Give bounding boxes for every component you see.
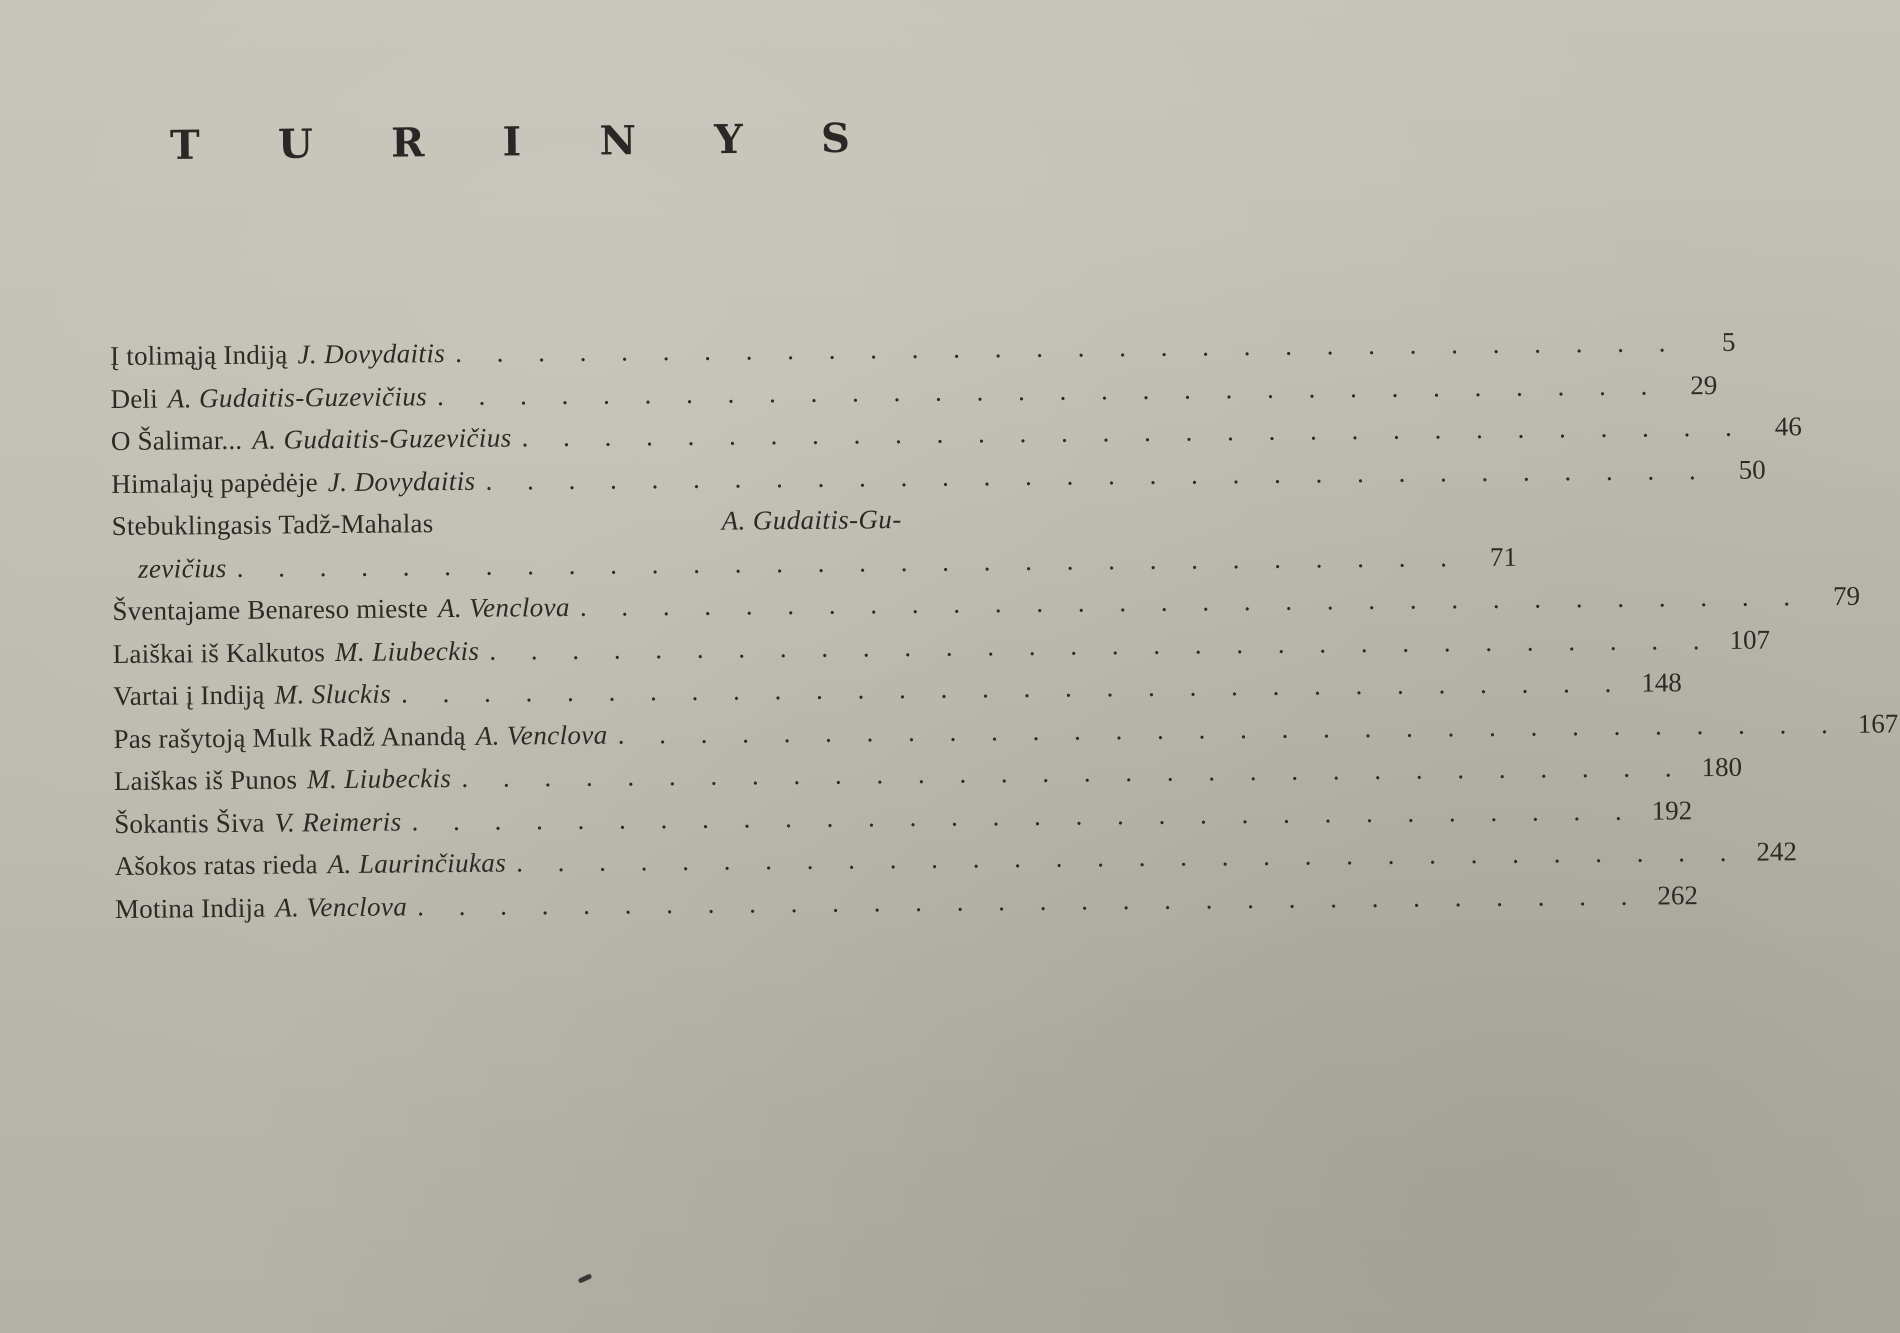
toc-entry-page: 262 <box>1657 879 1699 911</box>
toc-entry-author: M. Liubeckis <box>306 763 452 795</box>
toc-entry <box>114 794 1693 845</box>
leader-dots: . . . . . . . . . . . . . . . . . . . . . . . . . . . . . . <box>461 752 1686 793</box>
toc-entry-page: 29 <box>1690 369 1718 400</box>
toc-entry-title: Laiškas iš Punos <box>113 764 298 796</box>
toc-entry-page: 46 <box>1774 411 1802 442</box>
leader-dots: . . . . . . . . . . . . . . . . . . . . . . . . . . . . . . <box>516 836 1741 878</box>
toc-entry-page: 242 <box>1756 836 1797 867</box>
leader-dots: . . . . . . . . . . . . . . . . . . . . . . . . . . . . . . <box>489 624 1714 666</box>
leader-dots: . . . . . . . . . . . . . . . . . . . . . . . . . . . . . . <box>579 581 1805 622</box>
heading-letter: Y <box>714 116 744 164</box>
toc-entry-page: 167 <box>1857 707 1899 739</box>
ink-speck <box>578 1273 593 1283</box>
toc-entry-page: 50 <box>1738 454 1766 485</box>
toc-entry-text <box>138 546 227 589</box>
toc-entry-text <box>111 417 512 463</box>
leader-dots: . . . . . . . . . . . . . . . . . . . . . . . . . . . . . . <box>485 454 1710 496</box>
toc-entry-author: zevičius <box>137 552 227 584</box>
toc-entry <box>111 454 1766 505</box>
heading-letter: N <box>599 117 637 165</box>
toc-entry-page: 180 <box>1701 751 1743 783</box>
toc-entry-title: O Šalimar... <box>110 424 243 456</box>
toc-entry-title: Vartai į Indiją <box>113 679 265 711</box>
toc-entry-page: 71 <box>1489 541 1518 572</box>
toc-entry <box>111 498 901 547</box>
toc-entry <box>110 326 1736 377</box>
toc-entry-title: Šventajame Benareso mieste <box>112 593 429 626</box>
toc-entry-author: J. Dovydaitis <box>327 465 476 497</box>
toc-entry-author: V. Reimeris <box>274 805 402 838</box>
toc-entry <box>112 580 1861 632</box>
toc-entry-text <box>110 332 445 377</box>
toc-entry-page: 148 <box>1641 667 1682 698</box>
toc-entry-title: Laiškai iš Kalkutos <box>112 636 326 669</box>
leader-dots: . . . . . . . . . . . . . . . . . . . . . . . . . . . . . . <box>400 667 1626 709</box>
toc-entry-text <box>113 713 607 760</box>
toc-entry <box>113 667 1682 717</box>
toc-entry-author: A. Venclova <box>275 890 408 923</box>
toc-entry-text <box>111 459 476 505</box>
toc-entry-author: A. Venclova <box>475 719 608 751</box>
heading-letter: R <box>390 119 425 167</box>
leader-dots: . . . . . . . . . . . . . . . . . . . . . . . . . . . . . . <box>236 541 1462 583</box>
toc-entry-author: A. Gudaitis-Gu- <box>721 504 902 536</box>
leader-dots: . . . . . . . . . . . . . . . . . . . . . . . . . . . . . . <box>417 880 1642 921</box>
toc-entry-text <box>113 673 391 718</box>
toc-entry-page: 5 <box>1721 326 1736 357</box>
toc-entry-title: Ašokos ratas rieda <box>114 849 318 881</box>
toc-entry-text <box>114 757 452 802</box>
toc-entry-text <box>111 498 901 547</box>
toc-entry-author: M. Sluckis <box>274 678 392 710</box>
toc-entry-author: A. Laurinčiukas <box>327 847 507 880</box>
toc-entry-author: A. Venclova <box>437 591 570 624</box>
toc-entry-page: 107 <box>1729 624 1771 655</box>
toc-entry-author: M. Liubeckis <box>334 635 480 667</box>
leader-dots: . . . . . . . . . . . . . . . . . . . . . . . . . . . . . . <box>617 708 1842 750</box>
leader-dots: . . . . . . . . . . . . . . . . . . . . . . . . . . . . . . <box>521 411 1746 453</box>
toc-entry <box>113 707 1899 760</box>
toc-entry-title: Į tolimąją Indiją <box>110 339 288 371</box>
table-of-contents <box>110 326 1899 930</box>
toc-entry-title: Šokantis Šiva <box>114 807 265 839</box>
toc-entry-text <box>114 842 506 888</box>
toc-entry-title: Motina Indija <box>114 892 266 924</box>
leader-dots: . . . . . . . . . . . . . . . . . . . . . . . . . . . . . . <box>411 795 1636 836</box>
toc-entry-title: Deli <box>110 383 158 414</box>
toc-entry-author: J. Dovydaitis <box>297 338 446 370</box>
toc-entry-page: 79 <box>1832 580 1861 611</box>
page-heading <box>170 115 850 169</box>
heading-letter: U <box>277 120 314 168</box>
toc-entry-title: Pas rašytoją Mulk Radž Anandą <box>113 720 466 754</box>
toc-entry-page: 192 <box>1651 794 1693 826</box>
toc-entry <box>113 751 1743 802</box>
toc-entry-title: Himalajų papėdėje <box>111 466 318 499</box>
heading-letter: S <box>820 114 851 163</box>
toc-entry-continuation <box>112 541 1518 590</box>
toc-entry <box>114 879 1699 930</box>
toc-entry-text <box>113 629 480 675</box>
heading-letter: I <box>502 118 522 166</box>
leader-dots: . . . . . . . . . . . . . . . . . . . . . . . . . . . . . . <box>436 369 1662 411</box>
toc-entry <box>110 411 1802 462</box>
toc-entry <box>110 369 1718 420</box>
heading-letter: T <box>169 121 201 169</box>
toc-entry-author: A. Gudaitis-Guzevičius <box>252 422 512 455</box>
toc-entry-author: A. Gudaitis-Guzevičius <box>167 380 428 413</box>
toc-entry-text <box>112 586 570 632</box>
toc-entry <box>114 836 1797 887</box>
toc-entry-text <box>110 375 427 420</box>
leader-dots: . . . . . . . . . . . . . . . . . . . . . . . . . . . . . . <box>455 327 1680 368</box>
toc-entry-text <box>114 800 402 845</box>
toc-entry <box>112 624 1771 675</box>
toc-entry-title: Stebuklingasis Tadž-Mahalas <box>111 508 434 541</box>
toc-entry-text <box>115 885 408 930</box>
